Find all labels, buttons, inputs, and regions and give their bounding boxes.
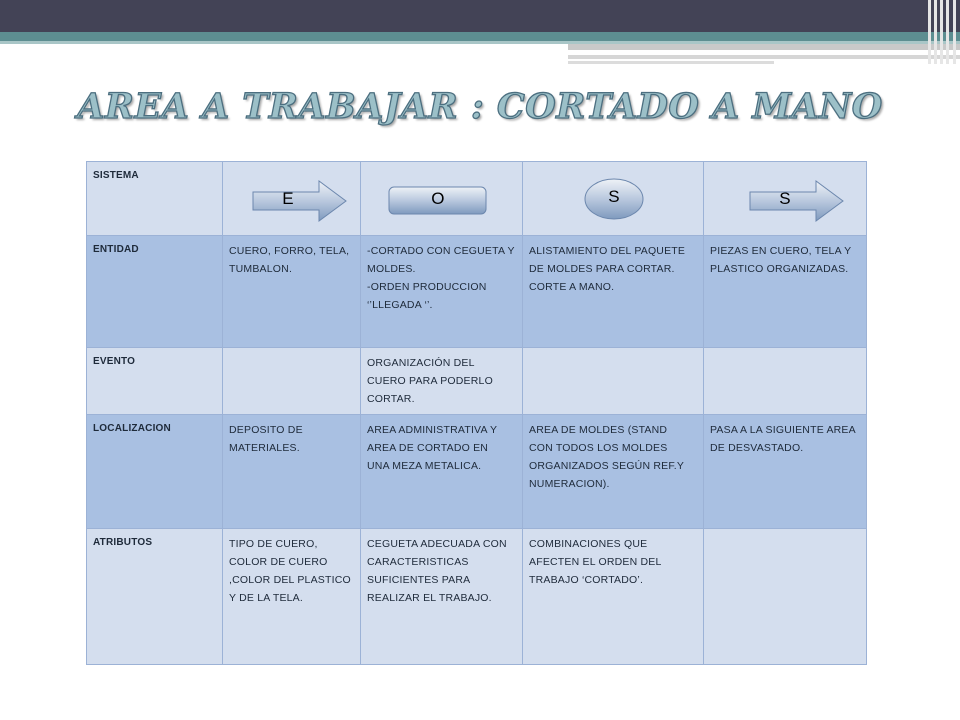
- cell-text: COLOR DE CUERO: [229, 556, 328, 568]
- table-cell: [223, 415, 361, 529]
- icon-label-s: S: [608, 187, 620, 206]
- cell-text: ,COLOR DEL PLASTICO: [229, 574, 351, 586]
- table-cell: [361, 415, 523, 529]
- table-row: [87, 529, 867, 665]
- table-cell: [704, 415, 867, 529]
- oval-icon: [581, 176, 647, 222]
- cell-text: MATERIALES.: [229, 442, 300, 454]
- teal-accent-bar: [0, 32, 960, 41]
- corner-stripes: [926, 0, 960, 64]
- cell-text: CORTAR.: [367, 393, 415, 405]
- table-cell: [223, 529, 361, 665]
- cell-text: PASA A LA SIGUIENTE AREA: [710, 424, 856, 436]
- table-cell: [523, 529, 704, 665]
- table-cell: [704, 529, 867, 665]
- table-cell: [704, 236, 867, 348]
- cell-text: PIEZAS EN CUERO, TELA Y: [710, 245, 852, 257]
- cell-text: AREA DE CORTADO EN: [367, 442, 489, 454]
- cell-text: TIPO DE CUERO,: [229, 538, 318, 550]
- table-row-header: [87, 162, 867, 236]
- row-label-localizacion: LOCALIZACION: [87, 415, 223, 529]
- white-accent-line: [568, 50, 888, 53]
- cell-text: AREA ADMINISTRATIVA Y: [367, 424, 498, 436]
- cell-text: REALIZAR EL TRABAJO.: [367, 592, 492, 604]
- cell-text: CORTE A MANO.: [529, 281, 615, 293]
- right-arrow-icon: [249, 178, 349, 224]
- table-cell: [223, 236, 361, 348]
- header-cell-s1: [523, 162, 704, 236]
- table-cell: [523, 236, 704, 348]
- table-cell: [523, 415, 704, 529]
- table-row: [87, 348, 867, 415]
- cell-text: UNA MEZA METALICA.: [367, 460, 482, 472]
- cell-text: ORGANIZACIÓN DEL: [367, 357, 475, 369]
- right-arrow-icon: [746, 178, 846, 224]
- row-label-entidad: ENTIDAD: [87, 236, 223, 348]
- table-cell: [361, 529, 523, 665]
- cell-text: TUMBALON.: [229, 263, 293, 275]
- cell-text: DE MOLDES PARA CORTAR.: [529, 263, 675, 275]
- cell-text: Y DE LA TELA.: [229, 592, 304, 604]
- table-cell: [361, 236, 523, 348]
- rounded-rectangle-icon: [387, 185, 489, 217]
- row-label-evento: EVENTO: [87, 348, 223, 415]
- cell-text: MOLDES.: [367, 263, 416, 275]
- cell-text: SUFICIENTES PARA: [367, 574, 471, 586]
- system-table: [86, 161, 867, 665]
- cell-text: CUERO, FORRO, TELA,: [229, 245, 350, 257]
- cell-text: CEGUETA ADECUADA CON: [367, 538, 507, 550]
- icon-label-s2: S: [779, 189, 791, 208]
- header-cell-e: [223, 162, 361, 236]
- icon-label-e: E: [282, 189, 294, 208]
- cell-text: ORGANIZADOS SEGÚN REF.Y: [529, 460, 685, 472]
- cell-text: AREA DE MOLDES (STAND: [529, 424, 668, 436]
- table-cell: [704, 348, 867, 415]
- table-row: [87, 236, 867, 348]
- cell-text: -CORTADO CON CEGUETA Y: [367, 245, 515, 257]
- header-cell-s2: [704, 162, 867, 236]
- slide-title: AREA A TRABAJAR : CORTADO A MANO: [77, 86, 883, 127]
- grey-accent-short-line: [568, 61, 774, 64]
- cell-text: COMBINACIONES QUE: [529, 538, 648, 550]
- top-header-bar: [0, 0, 960, 32]
- cell-text: CUERO PARA PODERLO: [367, 375, 493, 387]
- sistema-cell: SISTEMA: [87, 162, 223, 236]
- cell-text: TRABAJO ‘CORTADO’.: [529, 574, 644, 586]
- cell-text: PLASTICO ORGANIZADAS.: [710, 263, 849, 275]
- header-cell-o: [361, 162, 523, 236]
- cell-text: ‘’LLEGADA ‘’.: [367, 299, 433, 311]
- table-cell: [523, 348, 704, 415]
- cell-text: CON TODOS LOS MOLDES: [529, 442, 668, 454]
- icon-label-o: O: [431, 189, 445, 208]
- table-cell: [361, 348, 523, 415]
- cell-text: AFECTEN EL ORDEN DEL: [529, 556, 662, 568]
- row-label-atributos: ATRIBUTOS: [87, 529, 223, 665]
- table-cell: [223, 348, 361, 415]
- cell-text: CARACTERISTICAS: [367, 556, 469, 568]
- cell-text: DEPOSITO DE: [229, 424, 303, 436]
- grey-accent-line: [568, 55, 960, 59]
- cell-text: DE DESVASTADO.: [710, 442, 804, 454]
- cell-text: ALISTAMIENTO DEL PAQUETE: [529, 245, 686, 257]
- cell-text: NUMERACION).: [529, 478, 610, 490]
- cell-text: -ORDEN PRODUCCION: [367, 281, 487, 293]
- table-row: [87, 415, 867, 529]
